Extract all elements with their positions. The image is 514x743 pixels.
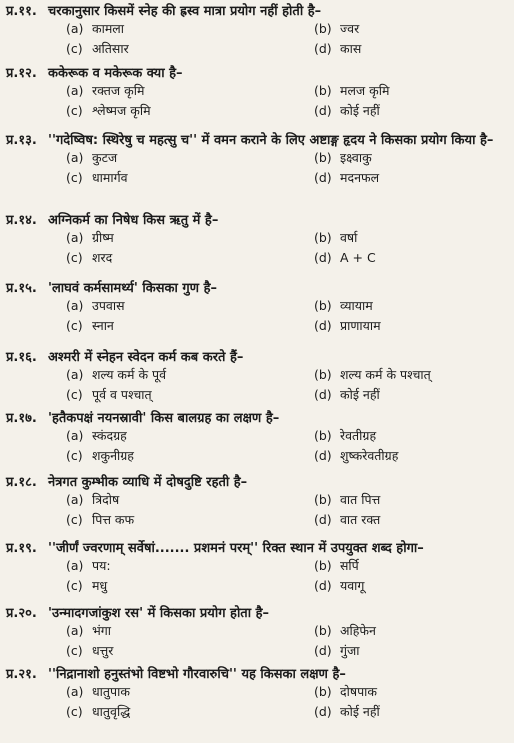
- option-label: (a): [66, 83, 84, 98]
- option: [66, 490, 314, 510]
- option: [66, 576, 314, 596]
- option-text: शल्य कर्म के पूर्व: [91, 367, 167, 382]
- question-number: प्र.१८.: [6, 475, 37, 490]
- question-line: [0, 281, 514, 296]
- option-label: (b): [314, 83, 332, 98]
- question-number: प्र.११.: [6, 4, 37, 19]
- option: [66, 682, 314, 702]
- option: [314, 490, 514, 510]
- option-label: (b): [314, 492, 332, 507]
- option-label: (b): [314, 558, 332, 573]
- question-block: [0, 66, 514, 121]
- question-block: [0, 281, 514, 336]
- option-text: व्यायाम: [339, 298, 373, 313]
- option-text: शुष्करेवतीग्रह: [339, 448, 399, 463]
- options-grid: [66, 296, 514, 336]
- option: [314, 148, 514, 168]
- option-label: (c): [66, 448, 83, 463]
- question-number: प्र.२०.: [6, 606, 37, 621]
- question-number: प्र.१७.: [6, 411, 37, 426]
- option-label: (a): [66, 558, 84, 573]
- option-text: धातुपाक: [91, 684, 130, 699]
- option: [314, 510, 514, 530]
- question-number: प्र.१६.: [6, 350, 37, 365]
- options-grid: [66, 426, 514, 466]
- question-line: [0, 213, 514, 228]
- option-text: A + C: [339, 250, 376, 265]
- option: [66, 168, 314, 188]
- options-grid: [66, 490, 514, 530]
- option: [314, 446, 514, 466]
- option-text: धत्तुर: [91, 643, 114, 658]
- option: [66, 446, 314, 466]
- option-text: पय:: [91, 558, 111, 573]
- option: [314, 556, 514, 576]
- option-text: यवागू: [339, 578, 365, 593]
- question-text: 'हतैकपक्षं नयनस्रावी' किस बालग्रह का लक्षण है–: [48, 411, 280, 426]
- question-text: चरकानुसार किसमें स्नेह की ह्रस्व मात्रा प्रयोग नहीं होती है–: [48, 4, 322, 19]
- question-block: [0, 606, 514, 661]
- option-label: (c): [66, 578, 83, 593]
- option-label: (b): [314, 428, 332, 443]
- options-grid: [66, 148, 514, 188]
- option-label: (a): [66, 150, 84, 165]
- option-label: (d): [314, 448, 332, 463]
- option-label: (a): [66, 623, 84, 638]
- option-label: (a): [66, 428, 84, 443]
- option: [314, 316, 514, 336]
- option-label: (a): [66, 21, 84, 36]
- question-text: अग्निकर्म का निषेध किस ऋतु में है–: [48, 213, 219, 228]
- option-label: (d): [314, 318, 332, 333]
- option-label: (d): [314, 643, 332, 658]
- question-line: [0, 66, 514, 81]
- option-text: रेवतीग्रह: [339, 428, 377, 443]
- question-block: [0, 4, 514, 59]
- option: [314, 702, 514, 722]
- question-number: प्र.१३.: [6, 133, 37, 148]
- option-text: अहिफेन: [339, 623, 376, 638]
- option-text: धातुवृद्धि: [91, 704, 131, 719]
- question-number: प्र.२१.: [6, 667, 37, 682]
- option-label: (c): [66, 643, 83, 658]
- option-text: स्कंदग्रह: [91, 428, 127, 443]
- option: [66, 81, 314, 101]
- question-line: [0, 411, 514, 426]
- option-label: (a): [66, 298, 84, 313]
- question-line: [0, 475, 514, 490]
- options-grid: [66, 621, 514, 661]
- option-label: (c): [66, 512, 83, 527]
- option-label: (d): [314, 387, 332, 402]
- option-label: (b): [314, 298, 332, 313]
- question-text: अश्मरी में स्नेहन स्वेदन कर्म कब करते हैं–: [48, 350, 244, 365]
- question-block: [0, 213, 514, 268]
- option: [66, 385, 314, 405]
- option-text: वात पित्त: [339, 492, 381, 507]
- option-text: रक्तज कृमि: [91, 83, 145, 98]
- option-text: इक्ष्वाकु: [339, 150, 372, 165]
- option: [66, 365, 314, 385]
- question-line: [0, 541, 514, 556]
- option-text: शल्य कर्म के पश्चात्: [339, 367, 431, 382]
- option-label: (d): [314, 103, 332, 118]
- option-label: (b): [314, 150, 332, 165]
- question-line: [0, 133, 514, 148]
- option-text: मधु: [91, 578, 108, 593]
- option-text: उपवास: [91, 298, 125, 313]
- option: [66, 621, 314, 641]
- option-text: पूर्व व पश्चात्: [91, 387, 152, 402]
- option-text: भंगा: [91, 623, 112, 638]
- option-label: (c): [66, 318, 83, 333]
- option-label: (b): [314, 230, 332, 245]
- question-number: प्र.१२.: [6, 66, 37, 81]
- option: [314, 101, 514, 121]
- option-text: मदनफल: [339, 170, 380, 185]
- options-grid: [66, 556, 514, 596]
- option-text: कोई नहीं: [339, 704, 380, 719]
- option: [66, 556, 314, 576]
- question-text: ''निद्रानाशो हनुस्तंभो विष्टभो गौरवारुचि'' यह किसका लक्षण है–: [48, 667, 346, 682]
- option: [314, 621, 514, 641]
- question-text: नेत्रगत कुम्भीक व्याधि में दोषदुष्टि रहती है–: [48, 475, 248, 490]
- option-label: (c): [66, 387, 83, 402]
- option-label: (a): [66, 367, 84, 382]
- question-text: ''गदेष्विष: स्थिरेषु च महत्सु च'' में वमन कराने के लिए अष्टाङ्ग हृदय ने किसका प्रयोग किया है–: [48, 133, 494, 148]
- option-text: स्नान: [91, 318, 114, 333]
- option-label: (b): [314, 21, 332, 36]
- option: [314, 682, 514, 702]
- option-label: (c): [66, 170, 83, 185]
- option-label: (a): [66, 230, 84, 245]
- option-label: (d): [314, 250, 332, 265]
- option-label: (a): [66, 684, 84, 699]
- option: [66, 510, 314, 530]
- question-line: [0, 606, 514, 621]
- options-grid: [66, 682, 514, 722]
- option: [314, 426, 514, 446]
- option: [66, 426, 314, 446]
- option-label: (d): [314, 578, 332, 593]
- option-label: (c): [66, 250, 83, 265]
- options-grid: [66, 19, 514, 59]
- option: [66, 702, 314, 722]
- option-label: (d): [314, 170, 332, 185]
- option: [314, 168, 514, 188]
- option-text: शकुनीग्रह: [91, 448, 134, 463]
- question-block: [0, 475, 514, 530]
- option: [66, 101, 314, 121]
- question-block: [0, 133, 514, 188]
- question-text: 'उन्मादगजांकुश रस' में किसका प्रयोग होता है–: [48, 606, 270, 621]
- option-label: (c): [66, 103, 83, 118]
- option-label: (d): [314, 512, 332, 527]
- option-text: श्लेष्मज कृमि: [91, 103, 151, 118]
- option: [314, 248, 514, 268]
- option: [314, 39, 514, 59]
- option-label: (d): [314, 41, 332, 56]
- option-label: (c): [66, 41, 83, 56]
- option-text: ज्वर: [339, 21, 360, 36]
- option-text: कोई नहीं: [339, 103, 380, 118]
- option: [66, 248, 314, 268]
- option: [66, 39, 314, 59]
- options-grid: [66, 365, 514, 405]
- question-block: [0, 667, 514, 722]
- question-number: प्र.१४.: [6, 213, 37, 228]
- option-text: वर्षा: [339, 230, 358, 245]
- option-label: (a): [66, 492, 84, 507]
- question-text: ककेरूक व मकेरूक क्या है–: [48, 66, 183, 81]
- option: [314, 19, 514, 39]
- option: [314, 228, 514, 248]
- option-label: (d): [314, 704, 332, 719]
- option: [314, 81, 514, 101]
- option-text: कुटज: [91, 150, 118, 165]
- option: [66, 316, 314, 336]
- question-text: 'लाघवं कर्मसामर्थ्य' किसका गुण है–: [48, 281, 218, 296]
- option-text: कामला: [91, 21, 125, 36]
- option: [314, 576, 514, 596]
- question-line: [0, 4, 514, 19]
- option-text: त्रिदोष: [91, 492, 120, 507]
- option-text: गुंजा: [339, 643, 360, 658]
- question-text: ''जीर्णं ज्वरणाम् सर्वेषां....... प्रशमनं परम्'' रिक्त स्थान में उपयुक्त शब्द होगा–: [48, 541, 424, 556]
- question-number: प्र.१५.: [6, 281, 37, 296]
- option-label: (b): [314, 367, 332, 382]
- options-grid: [66, 228, 514, 268]
- option-text: ग्रीष्म: [91, 230, 114, 245]
- option: [314, 365, 514, 385]
- option-text: अतिसार: [91, 41, 129, 56]
- question-line: [0, 667, 514, 682]
- question-block: [0, 350, 514, 405]
- question-number: प्र.१९.: [6, 541, 37, 556]
- option: [314, 385, 514, 405]
- option: [66, 228, 314, 248]
- option: [66, 641, 314, 661]
- option-text: पित्त कफ: [91, 512, 135, 527]
- question-block: [0, 411, 514, 466]
- option-label: (b): [314, 623, 332, 638]
- option: [314, 641, 514, 661]
- option-text: मलज कृमि: [339, 83, 390, 98]
- option-text: वात रक्त: [339, 512, 381, 527]
- option: [66, 148, 314, 168]
- option-text: सर्पि: [339, 558, 359, 573]
- option-label: (c): [66, 704, 83, 719]
- option-text: कास: [339, 41, 362, 56]
- options-grid: [66, 81, 514, 121]
- option-text: प्राणायाम: [339, 318, 381, 333]
- option-text: शरद: [91, 250, 113, 265]
- option-text: दोषपाक: [339, 684, 378, 699]
- option-text: कोई नहीं: [339, 387, 380, 402]
- option: [66, 296, 314, 316]
- question-block: [0, 541, 514, 596]
- option-label: (b): [314, 684, 332, 699]
- question-line: [0, 350, 514, 365]
- option-text: धामार्गव: [91, 170, 128, 185]
- option: [66, 19, 314, 39]
- option: [314, 296, 514, 316]
